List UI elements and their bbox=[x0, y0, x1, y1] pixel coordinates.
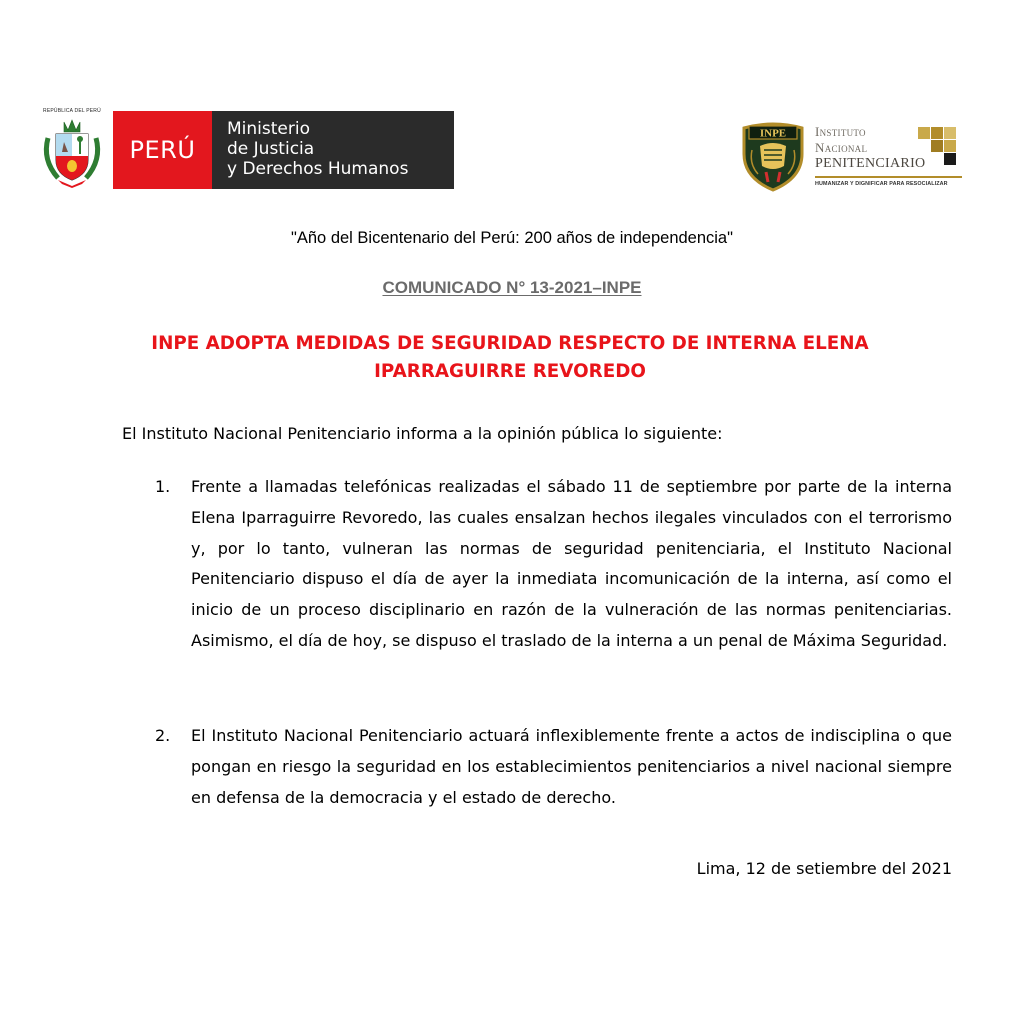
inpe-name-line-2: Nacional bbox=[815, 140, 868, 155]
list-item bbox=[155, 721, 952, 813]
inpe-tagline: HUMANIZAR Y DIGNIFICAR PARA RESOCIALIZAR bbox=[815, 181, 948, 187]
coat-of-arms-caption: REPÚBLICA DEL PERÚ bbox=[43, 108, 101, 114]
ministry-line-1: Ministerio bbox=[227, 119, 310, 139]
list-item-text: Frente a llamadas telefónicas realizadas el sábado 11 de septiembre por parte de la interna Elena Iparraguirre Revoredo, las cuales ensalzan hechos ilegales vinculados con el terrorismo y, por lo tanto, vulneran las normas de seguridad penitenciaria, el Instituto Nacional Penitenciario dispuso el día de ayer la inmediata incomunicación de la interna, así como el inicio de un proceso disciplinario en razón de la vulneración de las normas penitenciarias. Asimismo, el día de hoy, se dispuso el traslado de la interna a un penal de Máxima Seguridad. bbox=[191, 477, 952, 650]
inpe-squares-icon bbox=[916, 127, 958, 171]
coat-of-arms-icon bbox=[38, 108, 106, 190]
intro-paragraph: El Instituto Nacional Penitenciario informa a la opinión pública lo siguiente: bbox=[122, 424, 723, 443]
svg-text:INPE: INPE bbox=[759, 127, 787, 140]
inpe-name-line-1: Instituto bbox=[815, 124, 866, 139]
inpe-name bbox=[815, 124, 925, 172]
inpe-name-line-3: PENITENCIARIO bbox=[815, 156, 926, 171]
inpe-divider bbox=[815, 176, 962, 178]
country-badge bbox=[113, 111, 212, 189]
list-item-text: El Instituto Nacional Penitenciario actuará inflexiblemente frente a actos de indisciplina o que pongan en riesgo la seguridad en los establecimientos penitenciarios a nivel nacional siempre en defensa de la democracia y el estado de derecho. bbox=[191, 726, 952, 807]
ministry-name bbox=[212, 111, 454, 189]
headline: INPE ADOPTA MEDIDAS DE SEGURIDAD RESPECTO DE INTERNA ELENA IPARRAGUIRRE REVOREDO bbox=[151, 333, 869, 382]
ministry-line-2: de Justicia bbox=[227, 139, 315, 159]
communique-number-text: COMUNICADO N° 13-2021–INPE bbox=[382, 278, 642, 297]
inpe-logo bbox=[740, 120, 972, 196]
list-item bbox=[155, 472, 952, 657]
list-item-number: 1. bbox=[155, 477, 171, 496]
ministry-line-3: y Derechos Humanos bbox=[227, 159, 409, 179]
government-logo bbox=[38, 108, 458, 190]
year-motto: "Año del Bicentenario del Perú: 200 años de independencia" bbox=[291, 229, 733, 247]
list-item-number: 2. bbox=[155, 726, 171, 745]
country-name: PERÚ bbox=[129, 136, 196, 164]
communique-number bbox=[0, 278, 1024, 298]
inpe-shield-icon bbox=[740, 120, 806, 192]
place-and-date: Lima, 12 de setiembre del 2021 bbox=[696, 859, 952, 878]
